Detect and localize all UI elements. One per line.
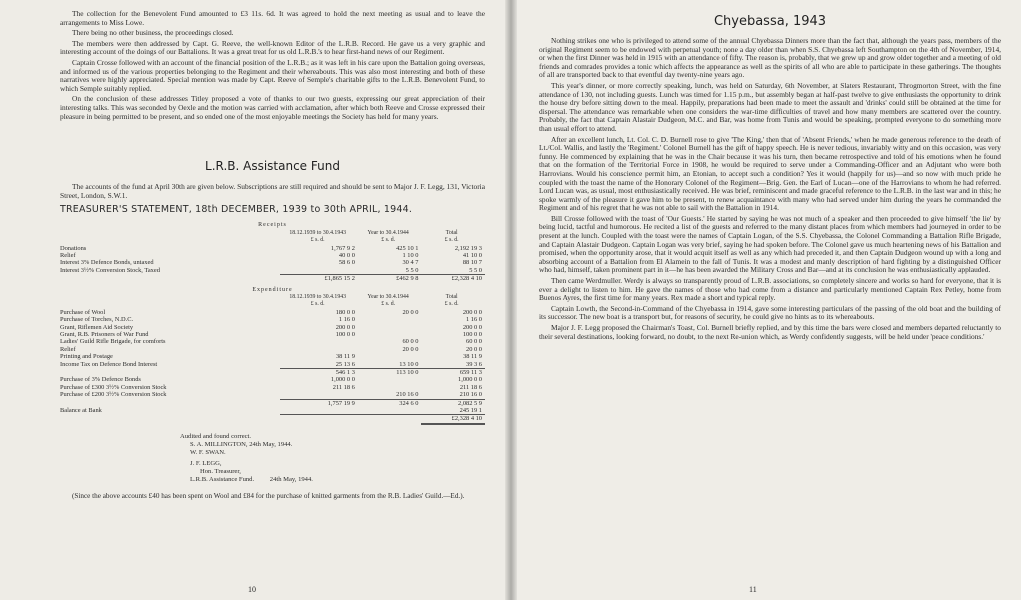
amount-cell: [358, 324, 422, 331]
fund-intro: The accounts of the fund at April 30th are given below. Subscriptions are still required and should be sent to Major J. F. Legg, 131, Victoria Street, London, S.W.1.: [60, 182, 485, 200]
row-label: Grant, Riflemen Aid Society: [60, 323, 134, 331]
table-row: [60, 346, 485, 353]
amount-cell: 20 0 0: [402, 308, 419, 316]
amount-cell: [280, 346, 357, 353]
left-paragraph: The members were then addressed by Capt. G. Reeve, the well-known Editor of the L.R.B. Record. He gave us a very graphic and interesting account of the doings of our Battalions. It was a great treat for us old L.R.B.'s to hear first-hand news of our Regiment.: [60, 38, 485, 57]
left-paragraph: The collection for the Benevolent Fund amounted to £3 11s. 6d. It was agreed to hold the next meeting as usual and to leave the arrangements to Miss Lowe.: [60, 9, 485, 27]
table-row: [60, 353, 485, 360]
row-label: Interest 3½% Conversion Stock, Taxed: [60, 266, 160, 274]
amount-cell: 30 4 7: [402, 259, 419, 267]
expenditure-heading-row: [60, 283, 485, 294]
blank-cell: [358, 415, 422, 424]
row-label: Ladies' Guild Rifle Brigade, for comforts: [60, 338, 166, 346]
left-page: [0, 0, 509, 600]
amount-cell: 38 11 9: [335, 353, 355, 361]
subtotal-cell: 659 11 3: [421, 369, 485, 377]
treasurer-name: J. F. LEGG,: [190, 459, 222, 467]
amount-cell: 1,000 0 0: [330, 376, 355, 384]
treasurer-role: Hon. Treasurer,: [200, 467, 241, 475]
table-row: [60, 338, 485, 345]
row-label: Purchase of 3% Defence Bonds: [60, 376, 141, 384]
blank-cell: [60, 230, 280, 237]
right-paragraph: Nothing strikes one who is privileged to attend some of the annual Chyebassa Dinners more than the fact that, although the years pass, members of the original Regiment seem to be endowed with perpetual youth; none a day older than when S.S. Chyebassa left Southampton on the 4th of November, 1914, or when the first Dinner was held in 1915 with an attendance of fifty. The reason is, probably, that we grew up and grow older together and a meeting of old friends and comrades provides a tonic which affects the appearance as well as the spirits of all who are able to participate in these gatherings. The thoughts of all are transported back to that eventful day twenty-nine years ago.: [539, 36, 1001, 80]
amount-cell: 60 0 0: [466, 338, 482, 346]
grand-total-row: [60, 415, 485, 424]
col-header: Total: [445, 293, 458, 300]
amount-cell: 38 11 9: [463, 353, 482, 361]
col-header: 18.12.1939 to 30.4.1943: [289, 229, 347, 236]
row-label: Interest 3% Defence Bonds, untaxed: [60, 259, 154, 267]
page-number-right: 11: [749, 585, 757, 594]
treasurer-fund: L.R.B. Assistance Fund.: [190, 475, 255, 483]
amount-cell: 1,767 9 2: [330, 244, 355, 252]
col-header: 18.12.1939 to 30.4.1943: [289, 293, 347, 300]
amount-cell: 1,000 0 0: [458, 376, 482, 384]
page-number-left: 10: [248, 585, 256, 594]
unit-header: £ s. d.: [310, 237, 325, 244]
treasurer-date: 24th May, 1944.: [269, 475, 313, 483]
total-cell: £2,328 4 10: [421, 275, 485, 283]
table-row: [60, 324, 485, 331]
subtotal-cell: 113 10 0: [358, 369, 422, 377]
amount-cell: [358, 353, 422, 360]
row-label: Purchase of £300 3½% Conversion Stock: [60, 383, 167, 391]
unit-header: £ s. d.: [381, 237, 396, 244]
table-row: [60, 376, 485, 383]
subtotal-row: [60, 369, 485, 377]
receipts-heading-row: [60, 218, 485, 229]
total-cell: £462 9 8: [358, 275, 422, 283]
col-header: Year to 30.4.1944: [367, 293, 409, 300]
table-row: [60, 309, 485, 316]
blank-cell: [358, 407, 422, 415]
col-header: Year to 30.4.1944: [367, 229, 409, 236]
amount-cell: 210 16 0: [396, 391, 419, 399]
amount-cell: 200 0 0: [462, 323, 482, 331]
receipts-total-row: [60, 275, 485, 283]
amount-cell: 2,192 19 3: [454, 244, 482, 252]
row-label: Income Tax on Defence Bond Interest: [60, 360, 158, 368]
amount-cell: 13 10 0: [399, 360, 419, 368]
row-label: Donations: [60, 244, 87, 252]
amount-cell: 25 13 6: [335, 360, 355, 368]
col-header: Total: [445, 229, 458, 236]
blank-cell: [60, 237, 280, 244]
article-title: Chyebassa, 1943: [713, 14, 827, 29]
expenditure-total-row: [60, 399, 485, 407]
amount-cell: 100 0 0: [462, 331, 482, 338]
amount-cell: 210 16 0: [459, 391, 482, 399]
amount-cell: 1 16 0: [466, 316, 482, 324]
accounts-table: [60, 218, 485, 425]
unit-header: £ s. d.: [444, 237, 459, 244]
balance-cell: 245 19 1: [459, 407, 482, 415]
amount-cell: 88 10 7: [462, 259, 482, 267]
table-row: [60, 259, 485, 266]
table-row: [60, 331, 485, 338]
amount-cell: 180 0 0: [335, 308, 355, 316]
balance-label: Balance at Bank: [60, 407, 102, 415]
amount-cell: 425 10 1: [396, 244, 419, 252]
section-title: L.R.B. Assistance Fund: [205, 159, 340, 174]
right-paragraph: Then came Werdmuller. Werdy is always so transparently proud of L.R.B. associations, so completely sincere and works so hard for everyone, that it is ever a delight to listen to him. He gave the names of those who had come from a distance and particularly mentioned Captain Rex Petley, home from Buenos Ayres, the first time for many years. Rex made a short and typical reply.: [539, 276, 1001, 303]
table-row: [60, 384, 485, 391]
row-label: Grant, R.B. Prisoners of War Fund: [60, 331, 149, 338]
table-row: [60, 267, 485, 275]
amount-cell: 20 0 0: [402, 345, 419, 353]
auditor-2: W. F. SWAN.: [190, 448, 226, 456]
amount-cell: 41 10 0: [462, 251, 482, 259]
amount-cell: 40 0 0: [338, 251, 355, 259]
table-row: [60, 316, 485, 323]
amount-cell: 1 16 0: [338, 316, 355, 324]
right-paragraph: Bill Crosse followed with the toast of 'Our Guests.' He started by saying he was not much of a speaker and then proceeded to give himself 'the lie' by being lucid, tactful and humorous. He recited a list of the guests and referred to the many distant places from which members had journeyed in order to be present at the lunch. Coupled with the toast were the names of Captain Logan, of the S.S. Chyebassa, the Colonel Commanding a Battalion Rifle Brigade, and Captain Alastair Dudgeon. Captain Logan was very brief, saying he had spoken before. The Colonel gave us much heartening news of his Battalion and promised, when the opportunity arose, that it would acquit itself as well as any which had preceded it, and then Captain Dudgeon wound up with a long and absorbing account of a Battalion from El Alamein to the fall of Tunis. It was a modest and manly description of hard fighting by a distinguished Officer who had, himself, taken prominent part in it—he has been awarded the Military Cross and Bar—and at its conclusion he was enthusiastically applauded.: [539, 213, 1001, 275]
amount-cell: 58 6 0: [338, 259, 355, 267]
amount-cell: [358, 316, 422, 323]
amount-cell: [358, 331, 422, 338]
right-paragraph: This year's dinner, or more correctly speaking, lunch, was held on Saturday, 6th November, at Slaters Restaurant, Throgmorton Street, with the fine attendance of 130, not including guests. Lunch was timed for 1.15 p.m., but assembly began at half-past twelve to give enthusiasts the opportunity to drink the house dry before sitting down to the meal. Happily, preparations had been made to meet the assault and 'drinks' could still be obtained at the time for dispersal. The attendance was remarkable when one considers the war-time difficulties of travel and how many members are scattered over the country. Probably, the fact that Captain Alastair Dudgeon, M.C. and Bar, was home from Tunis and would be speaking, prompted everyone to do something more than usual effort to attend.: [539, 80, 1001, 133]
amount-cell: 200 0 0: [335, 323, 355, 331]
table-row: [60, 361, 485, 369]
blank-cell: [60, 369, 280, 377]
total-cell: £1,865 15 2: [280, 275, 357, 283]
column-header-row: [60, 230, 485, 237]
row-label: Purchase of Wool: [60, 308, 106, 316]
total-cell: 324 6 0: [358, 399, 422, 407]
row-label: Purchase of Torches, N.D.C.: [60, 316, 134, 324]
audit-line: Audited and found correct.: [180, 432, 252, 440]
amount-cell: 60 0 0: [402, 338, 419, 346]
right-paragraph: Captain Lowth, the Second-in-Command of the Chyebassa in 1914, gave some interesting particulars of the passing of the old boat and the building of its successor. The new boat is a transport but, for reasons of security, he could give no hints as to its whereabouts.: [539, 303, 1001, 322]
row-label: Relief: [60, 251, 76, 259]
amount-cell: 100 0 0: [335, 331, 355, 338]
blank-cell: [280, 407, 357, 415]
left-paragraph: There being no other business, the proceedings closed.: [72, 28, 234, 38]
audit-block: [180, 433, 485, 484]
table-row: [60, 391, 485, 399]
unit-header: £ s. d.: [444, 301, 459, 308]
blank-cell: [60, 415, 280, 424]
table-row: [60, 245, 485, 252]
total-cell: 2,082 5 9: [421, 399, 485, 407]
row-label: Relief: [60, 345, 76, 353]
column-header-row: [60, 294, 485, 301]
amount-cell: [280, 391, 357, 399]
amount-cell: 20 0 0: [466, 345, 482, 353]
grand-total-cell: £2,328 4 10: [421, 415, 485, 424]
blank-cell: [60, 301, 280, 308]
auditor-1: S. A. MILLINGTON, 24th May, 1944.: [190, 440, 293, 448]
table-row: [60, 252, 485, 259]
amount-cell: [280, 338, 357, 345]
amount-cell: [280, 267, 357, 275]
amount-cell: 211 18 6: [459, 383, 482, 391]
unit-header: £ s. d.: [310, 301, 325, 308]
right-paragraph: Major J. F. Legg proposed the Chairman's Toast, Col. Burnell briefly replied, and by this time the bars were closed and members departed reluctantly to their several destinations, looking forward, no doubt, to the next Re-union which, as Werdy confidently suggests, will be held under 'peace conditions.': [539, 323, 1001, 341]
footnote: (Since the above accounts £40 has been spent on Wool and £84 for the purchase of knitted garments from the R.B. Ladies' Guild.—Ed.).: [72, 491, 465, 500]
row-label: Purchase of £200 3½% Conversion Stock: [60, 391, 167, 399]
left-paragraph: On the conclusion of these addresses Titley proposed a vote of thanks to our two guests, expressing our great appreciation of their interesting talks. This was seconded by Oexle and the motion was carried with acclamation, after which both Reeve and Crosse expressed their pleasure in being permitted to be present, and so ended one of the most enjoyable meetings the Society has held for many years.: [60, 94, 485, 121]
unit-header: £ s. d.: [381, 301, 396, 308]
amount-cell: 39 3 6: [466, 360, 482, 368]
unit-header-row: [60, 301, 485, 308]
amount-cell: 5 5 0: [469, 266, 482, 274]
blank-cell: [280, 415, 357, 424]
row-label: Printing and Postage: [60, 353, 113, 361]
amount-cell: [358, 384, 422, 391]
expenditure-heading: Expenditure: [252, 286, 293, 293]
amount-cell: 1 10 0: [402, 251, 419, 259]
blank-cell: [60, 294, 280, 301]
blank-cell: [60, 275, 280, 283]
blank-cell: [60, 399, 280, 407]
left-paragraph: Captain Crosse followed with an account of the financial position of the L.R.B.; as it was left in his care upon the Battalion going overseas, and informed us of the various properties belonging to the Regiment and their whereabouts. This was also most interesting and both of these narratives were highly appreciated. Special mention was made by Capt. Reeve of Semple's charitable gifts to the L.R.B. Benevolent Fund, to which Semple suitably replied.: [60, 57, 485, 93]
total-cell: 1,757 19 9: [280, 399, 357, 407]
right-paragraph: After an excellent lunch, Lt. Col. C. D. Burnell rose to give 'The King,' then that of 'Absent Friends,' when he made generous reference to the death of Lt./Col. Wallis, and lastly the 'Regiment.' Colonel Burnell has the gift of happy speech. He is never tedious, invariably witty and on this occasion, was very funny. He commenced by explaining that he was in the Chair because it was his turn, then became retrospective and told of his emotions when he found that on the formation of the Territorial Force in 1908, he would be required to serve under a Commanding-Officer and an Adjutant who were both Harrovians. Would his conscience permit him, an Etonian, to accept such a condition? Yes it would (happily for us)—and so now with much pride he coupled with the toast the name of the Honorary Colonel of the Regiment—Brig. Gen. the Earl of Lucan—one of the Harrovians to whom he had referred. Lord Lucan was, as usual, most enthusiastically received. He was brief, reminiscent and made graceful reference to the L.R.B. in the last war and in this; he spoke warmly of the pleasure it gave him to be present, to renew acquaintance with many who had served under him during the years he commanded the Regiment and of his regret that he was not able to sail with the Battalion in 1914.: [539, 134, 1001, 213]
statement-title: TREASURER'S STATEMENT, 18th DECEMBER, 1939 to 30th APRIL, 1944.: [60, 204, 413, 216]
unit-header-row: [60, 237, 485, 244]
receipts-heading: Receipts: [258, 222, 287, 229]
amount-cell: [358, 376, 422, 383]
balance-row: [60, 407, 485, 415]
amount-cell: 5 5 0: [405, 266, 419, 274]
amount-cell: 200 0 0: [462, 308, 482, 316]
amount-cell: 211 18 6: [332, 383, 355, 391]
right-page: [509, 0, 1021, 600]
book-gutter: [505, 0, 517, 600]
subtotal-cell: 546 1 3: [280, 369, 357, 377]
